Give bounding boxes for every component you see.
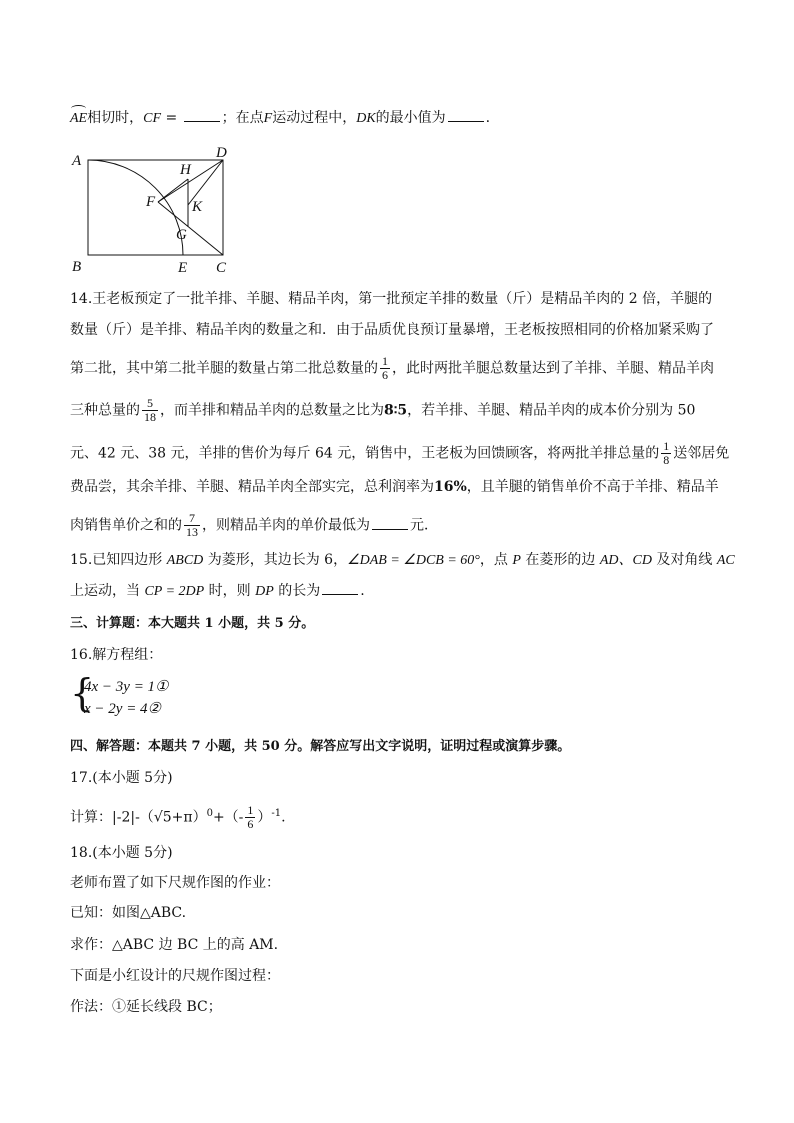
section-3-heading: 三、计算题：本大题共 1 小题，共 5 分。: [70, 616, 315, 631]
q18-line-5: 作法：①延长线段 BC；: [70, 999, 222, 1015]
fraction-1-6: $\frac{1}{6}$: [382, 354, 388, 382]
arc-ae-label: AE: [70, 109, 87, 129]
equation-2: x − 2y = 4②: [84, 701, 162, 717]
label-f: F: [146, 194, 156, 210]
q14-line-4: 三种总量的 $\frac{5}{18}$ ，而羊排和精品羊肉的总数量之比为8∶5，若羊排、羊腿、精品羊肉的成本价分别为 50: [70, 396, 696, 424]
answer-blank-cf[interactable]: [184, 107, 220, 122]
section-4-heading: 四、解答题：本题共 7 小题，共 50 分。解答应写出文字说明，证明过程或演算步骤。: [70, 739, 571, 754]
label-d: D: [216, 145, 227, 161]
label-e: E: [178, 260, 188, 275]
label-c: C: [216, 260, 227, 275]
fraction-7-13: $\frac{7}{13}$: [186, 511, 198, 539]
q18-line-4: 下面是小红设计的尺规作图过程：: [70, 968, 280, 984]
q14-line-6: 费品尝，其余羊排、羊腿、精品羊肉全部实完，总利润率为16%，且羊腿的销售单价不高于羊排、精品羊: [70, 479, 719, 495]
q17-title: 17.(本小题 5分): [70, 770, 173, 786]
label-h: H: [180, 162, 191, 178]
q14-line-5: 元、42 元、38 元，羊排的售价为每斤 64 元，销售中，王老板为回馈顾客，将两批羊排总量的 $\frac{1}{8}$ 送邻居免: [70, 439, 730, 467]
q18-title: 18.(本小题 5分): [70, 845, 173, 861]
q15-line-1: 15.已知四边形 ABCD 为菱形，其边长为 6，∠DAB = ∠DCB = 60°，点 P 在菱形的边 AD、CD 及对角线 AC: [70, 552, 735, 568]
arc-ae: [88, 160, 183, 255]
q16-title: 16.解方程组：: [70, 647, 163, 663]
q18-line-2: 已知：如图△ABC.: [70, 905, 187, 921]
label-k: K: [192, 199, 203, 215]
q17-expression: 计算：$|-2|-(√5+\pi)^0+(-$ $\frac{1}{6}$ ）$^{-1}$.: [70, 803, 286, 832]
q15-line-2: 上运动，当 CP = 2DP 时，则 DP 的长为 .: [70, 580, 365, 602]
q14-line-3: 第二批，其中第二批羊腿的数量占第二批总数量的 $\frac{1}{6}$ ，此时两批羊腿总数量达到了羊排、羊腿、精品羊肉: [70, 354, 714, 382]
equation-1: 4x − 3y = 1①: [84, 679, 169, 695]
q14-line-2: 数量（斤）是羊排、精品羊肉的数量之和．由于品质优良预订量暴增，王老板按照相同的价格加紧采购了: [70, 322, 714, 338]
geometry-figure: [68, 145, 248, 275]
fraction-1-8: $\frac{1}{8}$: [663, 439, 670, 467]
brace: {: [70, 671, 95, 715]
q14-line-7: 肉销售单价之和的 $\frac{7}{13}$ ，则精品羊肉的单价最低为 元．: [70, 511, 438, 539]
q18-line-1: 老师布置了如下尺规作图的作业：: [70, 875, 280, 891]
q13-tail-line: AE相切时，CF = ；在点F运动过程中，DK的最小值为 .: [70, 107, 490, 129]
label-a: A: [72, 153, 82, 169]
fraction-1-6-q17: $\frac{1}{6}$: [247, 803, 254, 832]
answer-blank-q14[interactable]: [372, 515, 408, 530]
q14-line-1: 14.王老板预定了一批羊排、羊腿、精品羊肉，第一批预定羊排的数量（斤）是精品羊肉的 2 倍，羊腿的: [70, 291, 713, 307]
answer-blank-q15[interactable]: [322, 580, 358, 595]
q18-line-3: 求作：△ABC 边 BC 上的高 AM.: [70, 937, 279, 953]
label-b: B: [72, 259, 82, 275]
answer-blank-dk[interactable]: [448, 107, 484, 122]
label-g: G: [176, 227, 187, 243]
fraction-5-18: $\frac{5}{18}$: [144, 396, 156, 424]
